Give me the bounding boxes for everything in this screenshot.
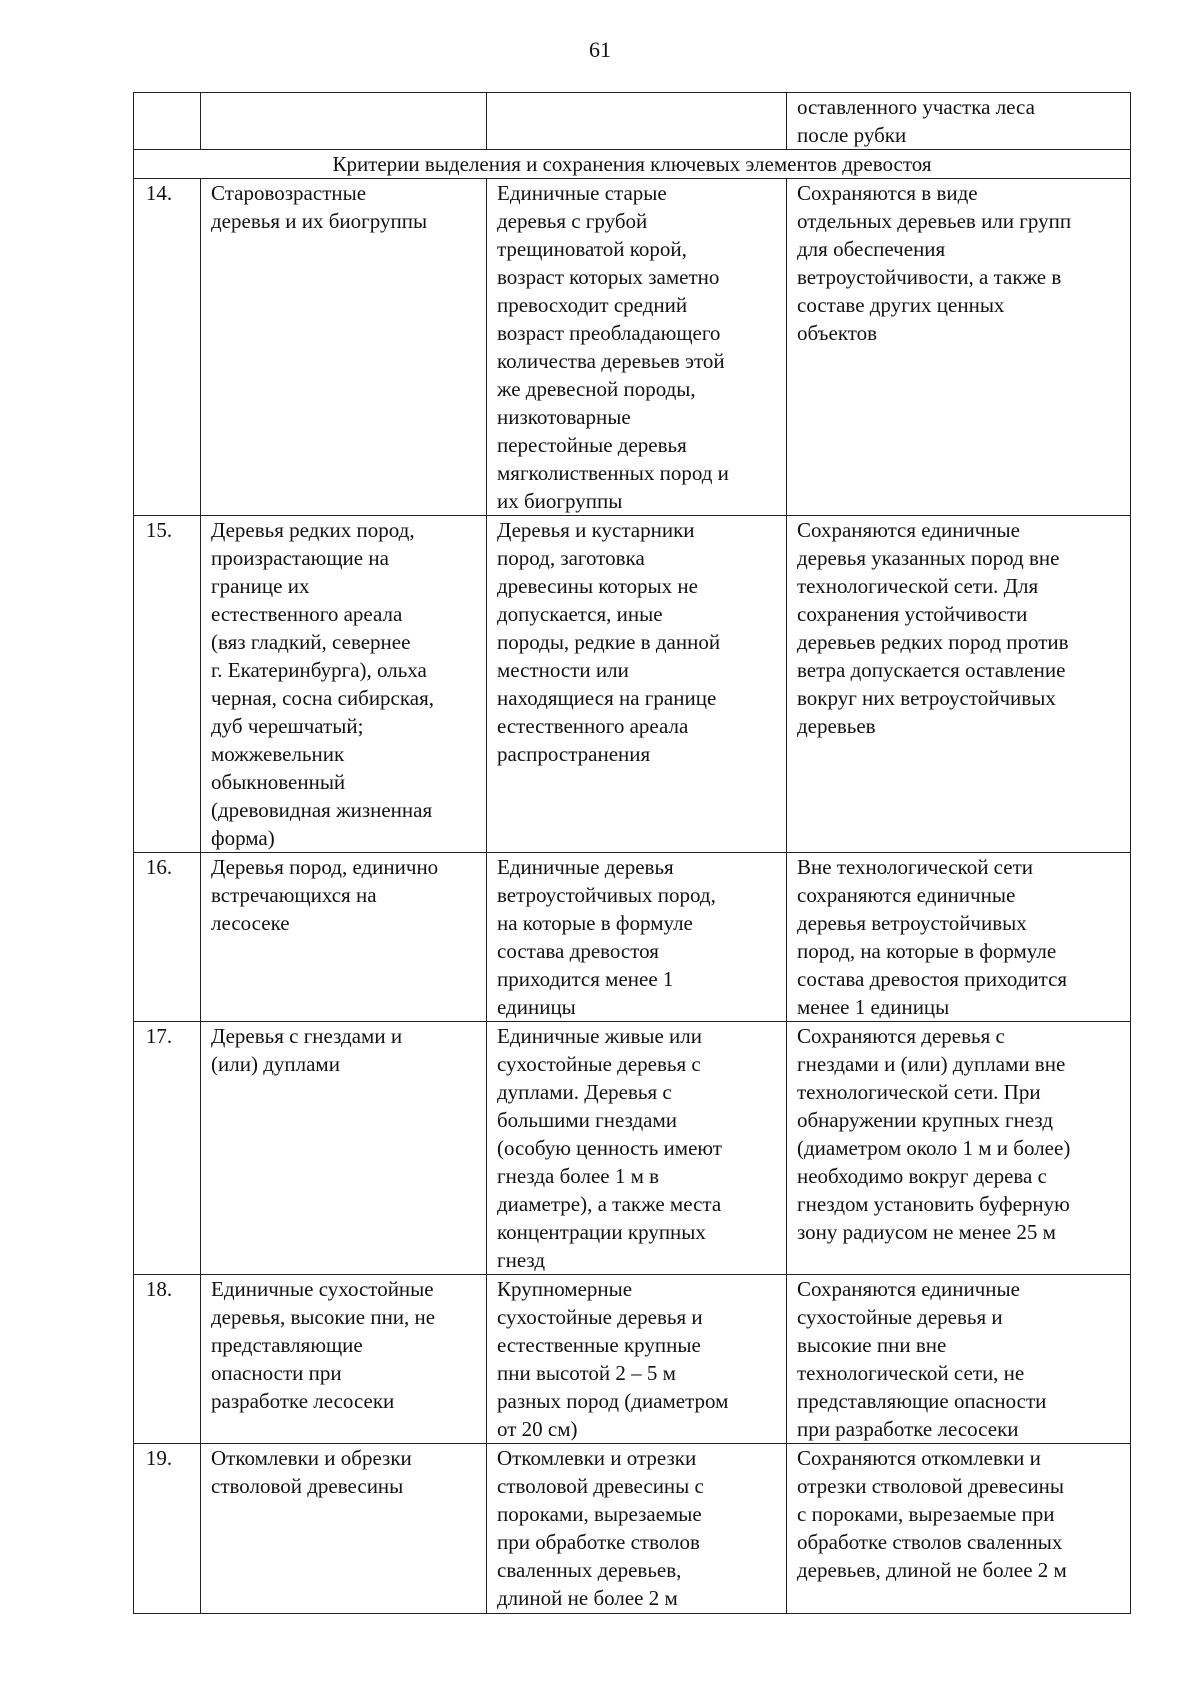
element-description: Единичные живые или сухостойные деревья с дуплами. Деревья с большими гнездами (особую ценность имеют гнезда более 1 м в диаметре), а также места концентрации крупных гнезд [487,1022,787,1275]
row-number: 18. [134,1275,201,1444]
row-number: 16. [134,853,201,1022]
row-number: 19. [134,1444,201,1614]
element-description: Крупномерные сухостойные деревья и естественные крупные пни высотой 2 – 5 м разных пород (диаметром от 20 см) [487,1275,787,1444]
element-name [201,93,487,150]
element-description: Откомлевки и отрезки стволовой древесины с пороками, вырезаемые при обработке стволов сваленных деревьев, длиной не более 2 м [487,1444,787,1614]
preservation-rule: Сохраняются в виде отдельных деревьев или групп для обеспечения ветроустойчивости, а также в составе других ценных объектов [787,179,1131,516]
row-number: 15. [134,516,201,853]
page-number: 61 [589,37,611,62]
element-name: Деревья с гнездами и (или) дуплами [201,1022,487,1275]
table-row [134,1444,1131,1614]
row-number: 14. [134,179,201,516]
row-number: 17. [134,1022,201,1275]
element-description [487,93,787,150]
table-row [134,1022,1131,1275]
element-description: Деревья и кустарники пород, заготовка древесины которых не допускается, иные породы, редкие в данной местности или находящиеся на границе естественного ареала распространения [487,516,787,853]
preservation-rule: Сохраняются единичные сухостойные деревья и высокие пни вне технологической сети, не представляющие опасности при разработке лесосеки [787,1275,1131,1444]
element-name: Деревья пород, единично встречающихся на лесосеке [201,853,487,1022]
element-name: Откомлевки и обрезки стволовой древесины [201,1444,487,1614]
element-description: Единичные деревья ветроустойчивых пород, на которые в формуле состава древостоя приходится менее 1 единицы [487,853,787,1022]
preservation-rule: Сохраняются откомлевки и отрезки стволовой древесины с пороками, вырезаемые при обработке стволов сваленных деревьев, длиной не более 2 м [787,1444,1131,1614]
preservation-rule: Сохраняются единичные деревья указанных пород вне технологической сети. Для сохранения устойчивости деревьев редких пород против ветра допускается оставление вокруг них ветроустойчивых деревьев [787,516,1131,853]
preservation-rule: Вне технологической сети сохраняются единичные деревья ветроустойчивых пород, на которые в формуле состава древостоя приходится менее 1 единицы [787,853,1131,1022]
table-row [134,853,1131,1022]
criteria-table [133,92,1131,1614]
table-section-header [134,150,1131,179]
element-description: Единичные старые деревья с грубой трещиноватой корой, возраст которых заметно превосходит средний возраст преобладающего количества деревьев этой же древесной породы, низкотоварные перестойные деревья мягколиственных пород и их биогруппы [487,179,787,516]
table-row [134,1275,1131,1444]
row-number [134,93,201,150]
preservation-rule: Сохраняются деревья с гнездами и (или) дуплами вне технологической сети. При обнаружении крупных гнезд (диаметром около 1 м и более) необходимо вокруг дерева с гнездом установить буферную зону радиусом не менее 25 м [787,1022,1131,1275]
element-name: Единичные сухостойные деревья, высокие пни, не представляющие опасности при разработке лесосеки [201,1275,487,1444]
preservation-rule: оставленного участка леса после рубки [787,93,1131,150]
table-row [134,179,1131,516]
element-name: Старовозрастные деревья и их биогруппы [201,179,487,516]
table-row [134,516,1131,853]
section-title: Критерии выделения и сохранения ключевых элементов древостоя [134,150,1131,179]
element-name: Деревья редких пород, произрастающие на границе их естественного ареала (вяз гладкий, севернее г. Екатеринбурга), ольха черная, сосна сибирская, дуб черешчатый; можжевельник обыкновенный (древовидная жизненная форма) [201,516,487,853]
table-row-continuation [134,93,1131,150]
